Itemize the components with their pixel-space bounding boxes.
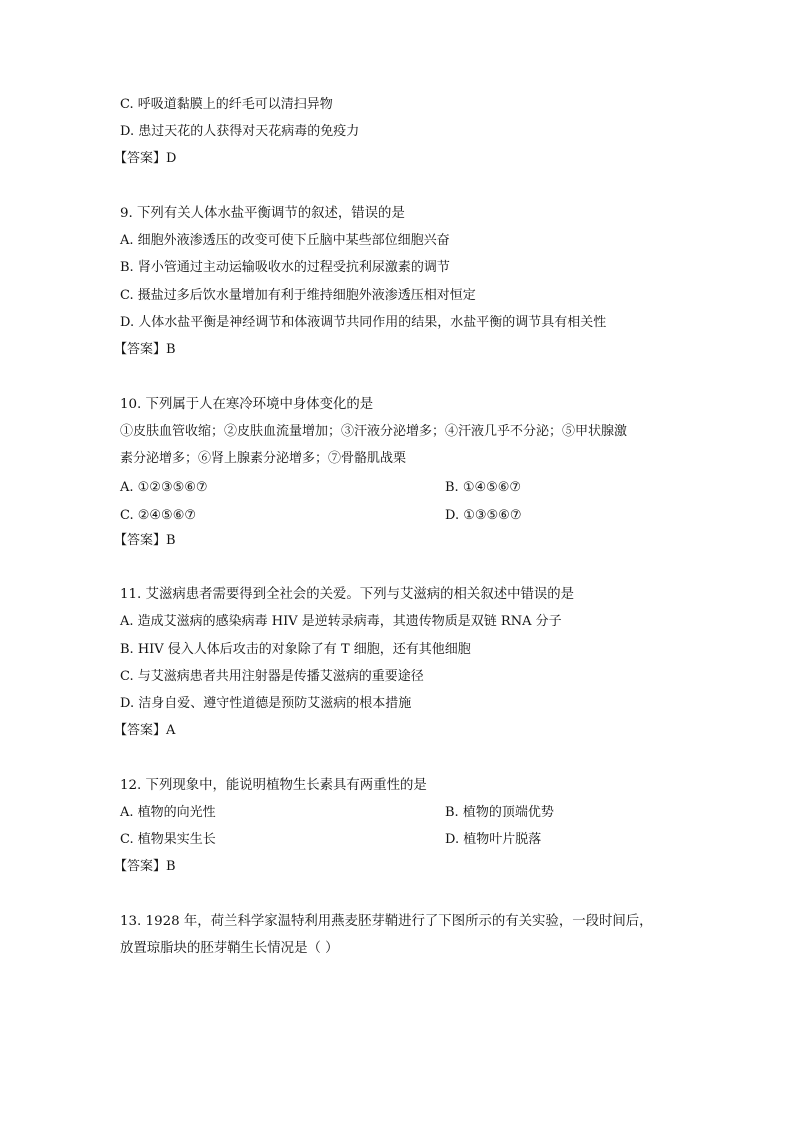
q10-list-line-2: 素分泌增多；⑥肾上腺素分泌增多；⑦骨骼肌战栗 [120, 451, 407, 466]
q9-option-c: C. 摄盐过多后饮水量增加有利于维持细胞外液渗透压相对恒定 [120, 288, 476, 303]
q11-option-a: A. 造成艾滋病的感染病毒 HIV 是逆转录病毒，其遗传物质是双链 RNA 分子 [120, 614, 562, 629]
q10-list-line-1: ①皮肤血管收缩；②皮肤血流量增加；③汗液分泌增多；④汗液几乎不分泌；⑤甲状腺激 [120, 424, 628, 439]
q8-answer: 【答案】D [114, 151, 177, 166]
q12-option-a: A. 植物的向光性 [120, 805, 216, 820]
q12-answer: 【答案】B [114, 859, 176, 874]
q9-option-b: B. 肾小管通过主动运输吸收水的过程受抗利尿激素的调节 [120, 260, 450, 275]
q12-stem: 12. 下列现象中，能说明植物生长素具有两重性的是 [120, 778, 427, 793]
q12-option-d: D. 植物叶片脱落 [445, 832, 542, 847]
q12-option-b: B. 植物的顶端优势 [445, 805, 554, 820]
q11-option-b: B. HIV 侵入人体后攻击的对象除了有 T 细胞，还有其他细胞 [120, 642, 471, 657]
q10-option-b: B. ①④⑤⑥⑦ [445, 480, 522, 495]
q9-stem: 9. 下列有关人体水盐平衡调节的叙述，错误的是 [120, 206, 405, 221]
q11-answer: 【答案】A [114, 723, 176, 738]
q10-option-a: A. ①②③⑤⑥⑦ [120, 480, 208, 495]
q9-option-a: A. 细胞外液渗透压的改变可使下丘脑中某些部位细胞兴奋 [120, 233, 450, 248]
q12-option-c: C. 植物果实生长 [120, 832, 216, 847]
q11-option-d: D. 洁身自爱、遵守性道德是预防艾滋病的根本措施 [120, 696, 412, 711]
q10-option-c: C. ②④⑤⑥⑦ [120, 508, 197, 523]
q10-answer: 【答案】B [114, 533, 176, 548]
q11-option-c: C. 与艾滋病患者共用注射器是传播艾滋病的重要途径 [120, 669, 424, 684]
q8-option-c: C. 呼吸道黏膜上的纤毛可以清扫异物 [120, 97, 333, 112]
q13-stem-line-2: 放置琼脂块的胚芽鞘生长情况是（ ） [120, 941, 339, 956]
q8-option-d: D. 患过天花的人获得对天花病毒的免疫力 [120, 124, 360, 139]
q11-stem: 11. 艾滋病患者需要得到全社会的关爱。下列与艾滋病的相关叙述中错误的是 [120, 587, 575, 602]
q9-answer: 【答案】B [114, 342, 176, 357]
q10-stem: 10. 下列属于人在寒冷环境中身体变化的是 [120, 397, 374, 412]
q13-stem-line-1: 13. 1928 年，荷兰科学家温特利用燕麦胚芽鞘进行了下图所示的有关实验，一段时间后， [120, 914, 653, 929]
q9-option-d: D. 人体水盐平衡是神经调节和体液调节共同作用的结果，水盐平衡的调节具有相关性 [120, 315, 607, 330]
q10-option-d: D. ①③⑤⑥⑦ [445, 508, 522, 523]
